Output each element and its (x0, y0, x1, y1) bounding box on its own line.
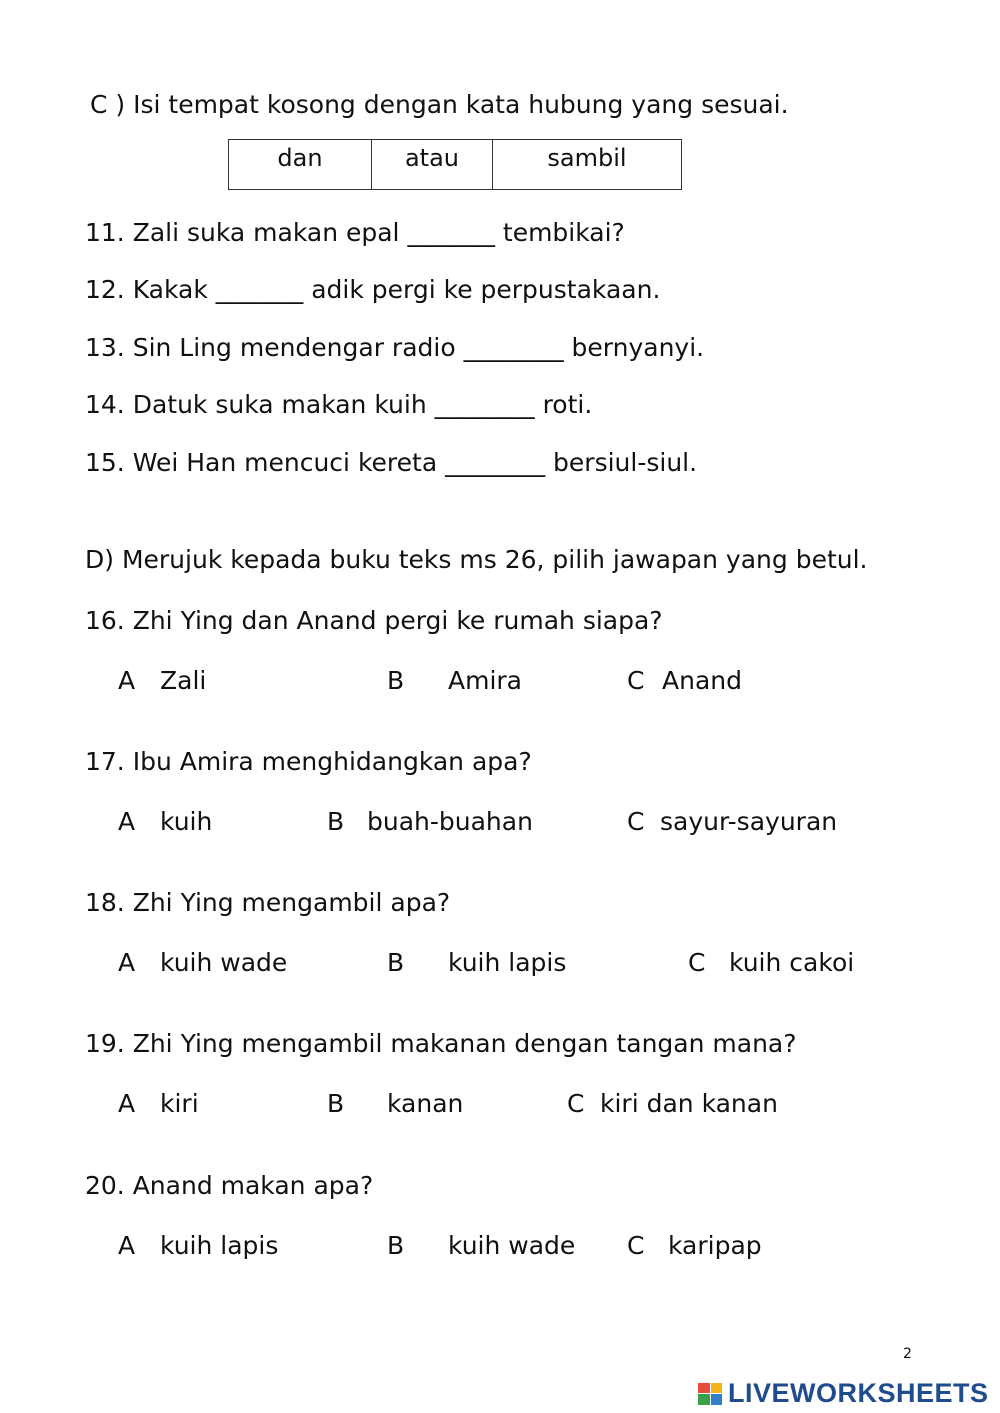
option-letter[interactable]: B (327, 1089, 345, 1118)
option-text[interactable]: Amira (448, 666, 522, 695)
option-text[interactable]: kiri dan kanan (600, 1089, 778, 1118)
option-letter[interactable]: C (688, 948, 706, 977)
option-letter[interactable]: A (118, 666, 136, 695)
option-text[interactable]: kuih lapis (448, 948, 567, 977)
option-letter[interactable]: C (627, 666, 645, 695)
option-letter[interactable]: C (627, 807, 645, 836)
liveworksheets-logo-icon (698, 1383, 722, 1405)
logo-square (698, 1383, 710, 1394)
option-letter[interactable]: C (567, 1089, 585, 1118)
section-c-instruction: C ) Isi tempat kosong dengan kata hubung yang sesuai. (90, 90, 789, 119)
section-d-instruction: D) Merujuk kepada buku teks ms 26, pilih jawapan yang betul. (85, 545, 868, 574)
option-text[interactable]: Anand (662, 666, 742, 695)
liveworksheets-logo (698, 1378, 989, 1409)
option-text[interactable]: kuih (160, 807, 213, 836)
option-text[interactable]: Zali (160, 666, 207, 695)
option-letter[interactable]: A (118, 807, 136, 836)
word-bank-table (228, 139, 682, 190)
word-bank-cell: dan (229, 140, 372, 190)
option-text[interactable]: sayur-sayuran (660, 807, 838, 836)
question-11: 11. Zali suka makan epal _______ tembikai? (85, 218, 625, 247)
logo-square (711, 1394, 723, 1405)
page-number: 2 (903, 1346, 912, 1362)
option-text[interactable]: kuih wade (160, 948, 288, 977)
option-text[interactable]: kanan (387, 1089, 464, 1118)
question-17: 17. Ibu Amira menghidangkan apa? (85, 747, 532, 776)
option-text[interactable]: kiri (160, 1089, 199, 1118)
option-letter[interactable]: A (118, 948, 136, 977)
option-letter[interactable]: A (118, 1231, 136, 1260)
question-19: 19. Zhi Ying mengambil makanan dengan tangan mana? (85, 1029, 797, 1058)
question-15: 15. Wei Han mencuci kereta ________ bersiul-siul. (85, 448, 698, 477)
option-text[interactable]: kuih wade (448, 1231, 576, 1260)
option-letter[interactable]: B (327, 807, 345, 836)
logo-square (711, 1383, 723, 1394)
question-16: 16. Zhi Ying dan Anand pergi ke rumah siapa? (85, 606, 663, 635)
question-18: 18. Zhi Ying mengambil apa? (85, 888, 451, 917)
word-bank-cell: atau (372, 140, 493, 190)
option-letter[interactable]: B (387, 1231, 405, 1260)
option-letter[interactable]: B (387, 948, 405, 977)
option-letter[interactable]: B (387, 666, 405, 695)
option-text[interactable]: buah-buahan (367, 807, 533, 836)
question-20: 20. Anand makan apa? (85, 1171, 374, 1200)
question-13: 13. Sin Ling mendengar radio ________ bernyanyi. (85, 333, 705, 362)
option-text[interactable]: karipap (668, 1231, 762, 1260)
logo-text: LIVEWORKSHEETS (728, 1378, 989, 1408)
option-text[interactable]: kuih cakoi (729, 948, 855, 977)
logo-square (698, 1394, 710, 1405)
question-12: 12. Kakak _______ adik pergi ke perpustakaan. (85, 275, 661, 304)
option-text[interactable]: kuih lapis (160, 1231, 279, 1260)
question-14: 14. Datuk suka makan kuih ________ roti. (85, 390, 593, 419)
word-bank-cell: sambil (493, 140, 682, 190)
option-letter[interactable]: C (627, 1231, 645, 1260)
option-letter[interactable]: A (118, 1089, 136, 1118)
